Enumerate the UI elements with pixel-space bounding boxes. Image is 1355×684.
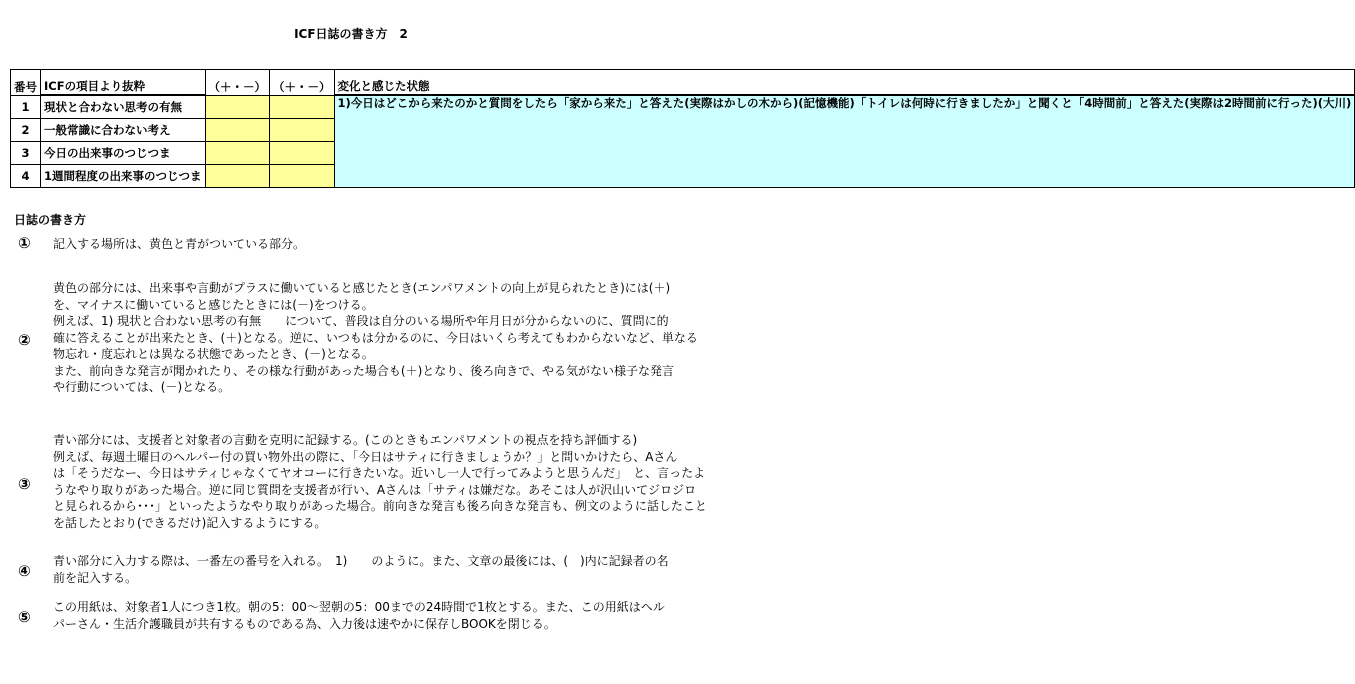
- row-number: 3: [11, 142, 41, 165]
- note-line: を、マイナスに働いていると感じたときには(－)をつける。: [53, 297, 374, 312]
- note-line: 黄色の部分には、出来事や言動がプラスに働いていると感じたとき(エンパワメントの向上が見られたとき)には(＋): [53, 281, 671, 295]
- row-number: 2: [11, 119, 41, 142]
- plus-minus-cell[interactable]: [205, 95, 270, 119]
- note-marker: ①: [18, 234, 31, 252]
- note-line: 例えば、毎週土曜日のヘルパー付の買い物外出の際に、「今日はサティに行きましょうか？」と問いかけたら、Aさん: [53, 449, 678, 464]
- note-1: [53, 236, 693, 253]
- note-marker: ⑤: [18, 608, 31, 626]
- row-item: 1週間程度の出来事のつじつま: [41, 165, 206, 188]
- note-line: 物忘れ・度忘れとは異なる状態であったとき、(－)となる。: [53, 347, 374, 361]
- plus-minus-cell[interactable]: [270, 119, 335, 142]
- note-4: [53, 553, 693, 586]
- note-marker: ③: [18, 475, 31, 493]
- plus-minus-cell[interactable]: [205, 142, 270, 165]
- note-3: [53, 432, 707, 531]
- plus-minus-cell[interactable]: [205, 165, 270, 188]
- note-2: [53, 280, 698, 396]
- note-line: うなやり取りがあった場合。逆に同じ質問を支援者が行い、Aさんは「サティは嫌だな。あそこは人が沢山いてジロジロ: [53, 482, 697, 497]
- row-item: 一般常識に合わない考え: [41, 119, 206, 142]
- note-line: や行動については、(－)となる。: [53, 380, 231, 394]
- plus-minus-cell[interactable]: [270, 165, 335, 188]
- note-line: 青い部分に入力する際は、一番左の番号を入れる。 1) のように。また、文章の最後には、( )内に記録者の名: [53, 554, 669, 568]
- header-plus-minus-2: （＋・－）: [270, 70, 335, 96]
- note-line: は「そうだなー、今日はサティじゃなくてヤオコーに行きたいな。近いし一人で行ってみようと思うんだ」 と、言ったよ: [53, 466, 706, 480]
- note-line: 記入する場所は、黄色と青がついている部分。: [53, 237, 306, 251]
- header-change: 変化と感じた状態: [334, 70, 1355, 96]
- plus-minus-cell[interactable]: [270, 142, 335, 165]
- row-item: 現状と合わない思考の有無: [41, 95, 206, 119]
- note-line: パーさん・生活介護職員が共有するものである為、入力後は速やかに保存しBOOKを閉じる。: [53, 616, 556, 631]
- header-number: 番号: [11, 70, 41, 96]
- icf-table: [10, 69, 1355, 188]
- change-record-cell[interactable]: 1)今日はどこから来たのかと質問をしたら「家から来た」と答えた(実際はかしの木から)(記憶機能)「トイレは何時に行きましたか」と聞くと「4時間前」と答えた(実際は2時間前に行った)(大川): [334, 95, 1355, 188]
- row-number: 1: [11, 95, 41, 119]
- plus-minus-cell[interactable]: [205, 119, 270, 142]
- note-line: と見られるから･･･」といったようなやり取りがあった場合。前向きな発言も後ろ向きな発言も、例文のように話したこと: [53, 499, 707, 513]
- row-number: 4: [11, 165, 41, 188]
- note-line: 確に答えることが出来たとき、(＋)となる。逆に、いつもは分かるのに、今日はいくら考えてもわからないなど、単なる: [53, 330, 698, 345]
- row-item: 今日の出来事のつじつま: [41, 142, 206, 165]
- note-line: この用紙は、対象者1人につき1枚。朝の5：00～翌朝の5：00までの24時間で1枚とする。また、この用紙はヘル: [53, 600, 665, 614]
- section-title: 日誌の書き方: [14, 213, 87, 227]
- table-row: [11, 95, 1355, 119]
- note-line: を話したとおり(できるだけ)記入するようにする。: [53, 515, 327, 530]
- note-line: 例えば、1) 現状と合わない思考の有無 について、普段は自分のいる場所や年月日が分からないのに、質問に的: [53, 314, 669, 328]
- header-plus-minus-1: （＋・－）: [205, 70, 270, 96]
- plus-minus-cell[interactable]: [270, 95, 335, 119]
- table-header-row: [11, 70, 1355, 96]
- page-title: ICF日誌の書き方 2: [294, 27, 408, 41]
- header-item: ICFの項目より抜粋: [41, 70, 206, 96]
- note-5: [53, 599, 693, 632]
- note-marker: ④: [18, 562, 31, 580]
- note-marker: ②: [18, 331, 31, 349]
- note-line: 前を記入する。: [53, 570, 138, 585]
- note-line: 青い部分には、支援者と対象者の言動を克明に記録する。(このときもエンパワメントの視点を持ち評価する): [53, 433, 638, 447]
- note-line: また、前向きな発言が聞かれたり、その様な行動があった場合も(＋)となり、後ろ向きで、やる気がない様子な発言: [53, 363, 675, 378]
